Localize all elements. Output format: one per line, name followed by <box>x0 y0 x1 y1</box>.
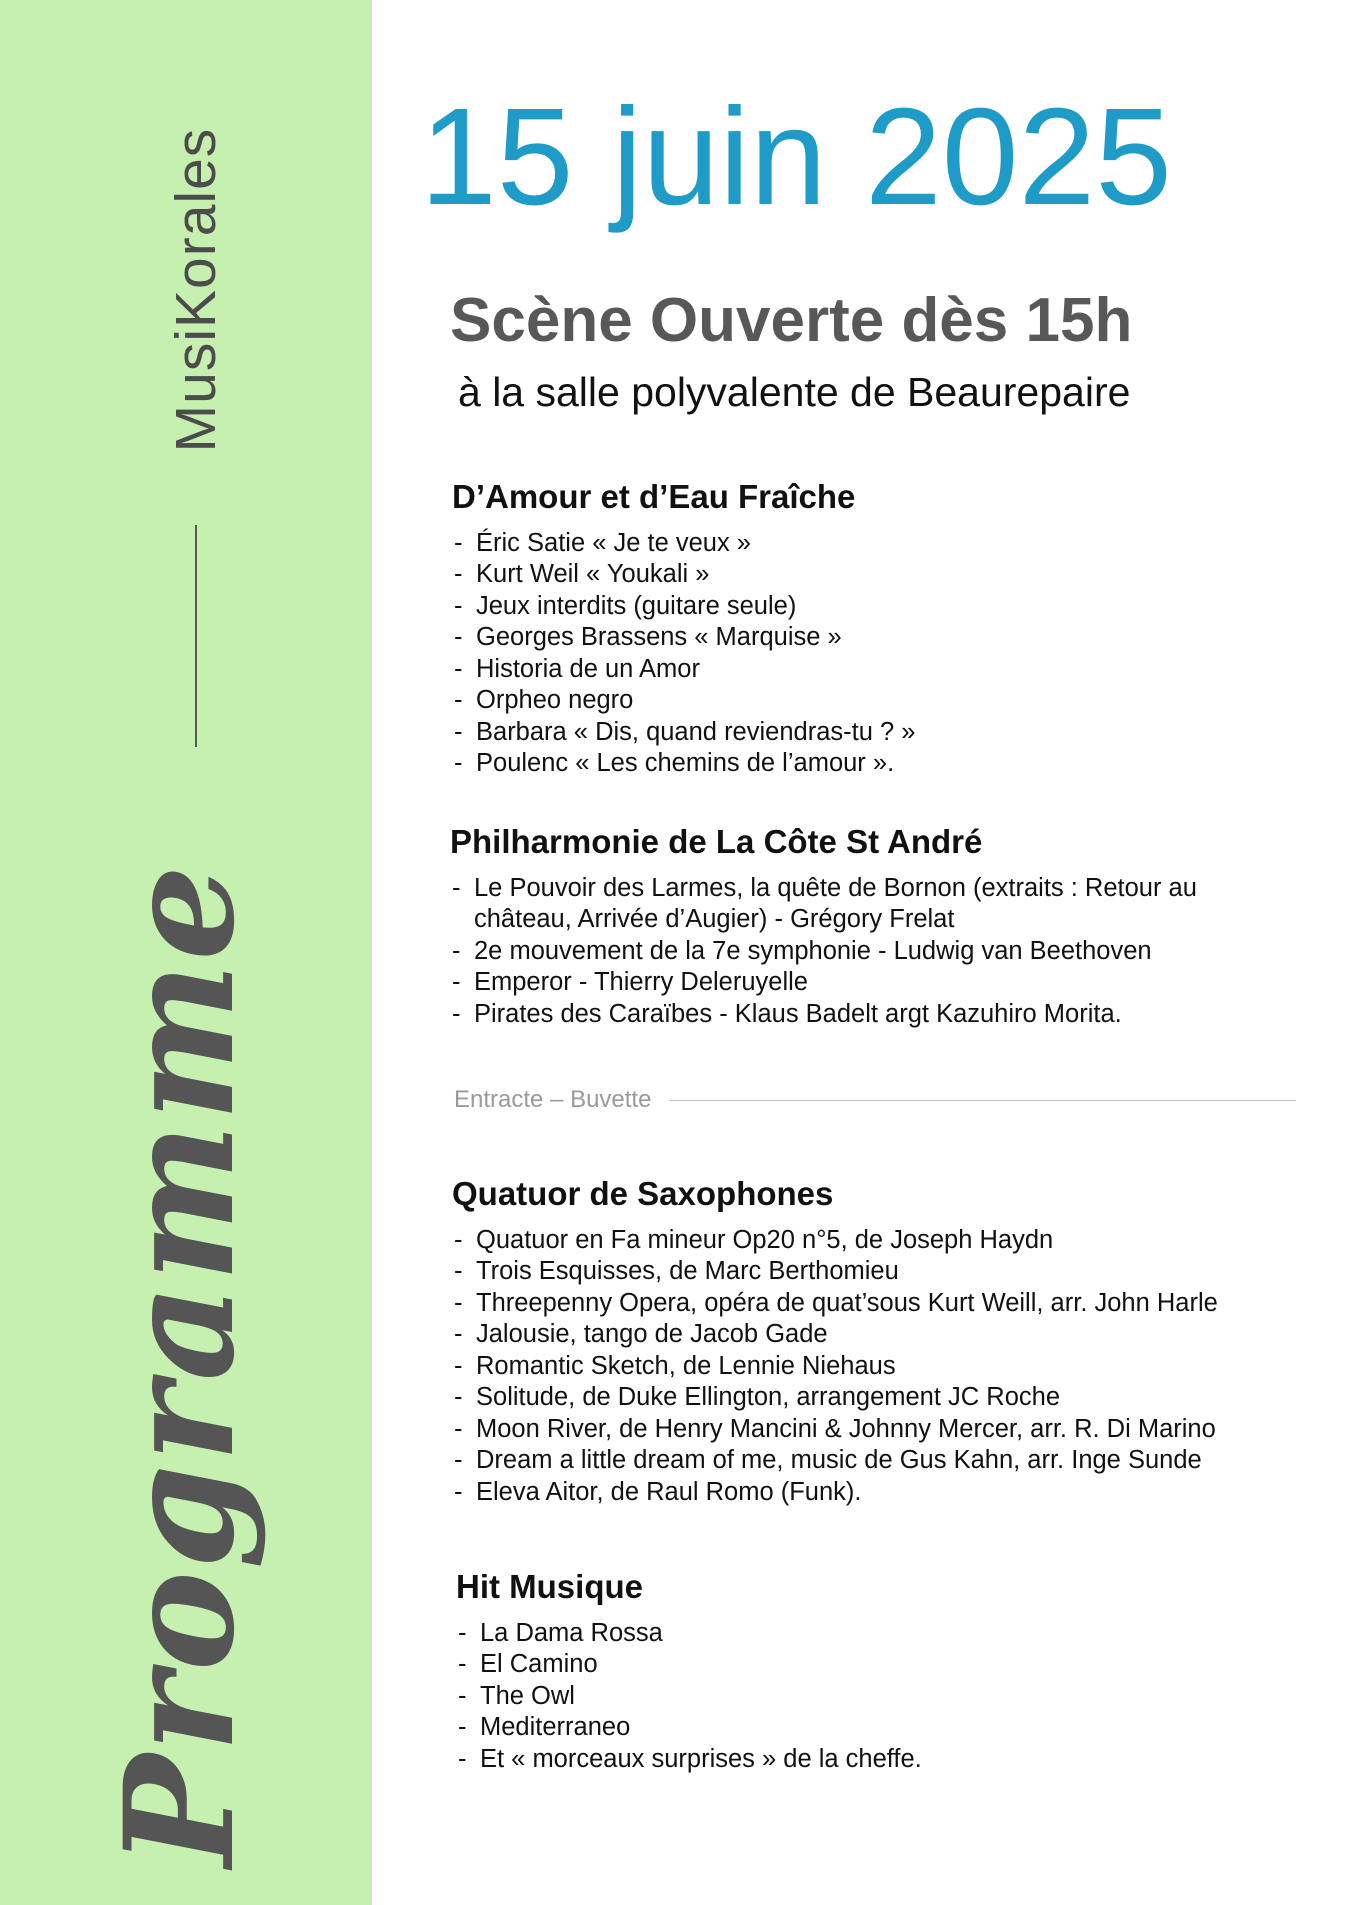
list-item: - La Dama Rossa <box>456 1618 922 1650</box>
intermission <box>454 1086 1296 1114</box>
list-item: - Emperor - Thierry Deleruyelle <box>450 967 1254 999</box>
sidebar-band <box>0 0 372 1905</box>
list-item: - Mediterraneo <box>456 1712 922 1744</box>
list-item: - 2e mouvement de la 7e symphonie - Ludwig van Beethoven <box>450 936 1254 968</box>
event-date: 15 juin 2025 <box>420 80 1172 234</box>
intermission-rule <box>669 1100 1296 1101</box>
list-item: - Moon River, de Henry Mancini & Johnny Mercer, arr. R. Di Marino <box>452 1414 1218 1446</box>
list-item: - Poulenc « Les chemins de l’amour ». <box>452 748 915 780</box>
list-item: - Le Pouvoir des Larmes, la quête de Bornon (extraits : Retour au château, Arrivée d’Augier) - Grégory Frelat <box>450 873 1254 936</box>
list-item: - Jeux interdits (guitare seule) <box>452 591 915 623</box>
list-item: - Quatuor en Fa mineur Op20 n°5, de Joseph Haydn <box>452 1225 1218 1257</box>
sidebar-divider <box>195 525 197 747</box>
list-item: - The Owl <box>456 1681 922 1713</box>
section-amour <box>452 478 915 780</box>
list-item: - Pirates des Caraïbes - Klaus Badelt argt Kazuhiro Morita. <box>450 999 1254 1031</box>
list-item: - Historia de un Amor <box>452 654 915 686</box>
program-list <box>450 873 1254 1031</box>
program-list <box>452 1225 1218 1509</box>
section-title: Philharmonie de La Côte St André <box>450 823 983 860</box>
list-item: - Barbara « Dis, quand reviendras-tu ? » <box>452 717 915 749</box>
list-item: - Threepenny Opera, opéra de quat’sous Kurt Weill, arr. John Harle <box>452 1288 1218 1320</box>
section-title: D’Amour et d’Eau Fraîche <box>452 478 856 515</box>
program-list <box>456 1618 922 1776</box>
section-hit-musique <box>456 1568 922 1775</box>
list-item: - Jalousie, tango de Jacob Gade <box>452 1319 1218 1351</box>
program-list <box>452 528 915 780</box>
list-item: - Kurt Weil « Youkali » <box>452 559 915 591</box>
list-item: - Romantic Sketch, de Lennie Niehaus <box>452 1351 1218 1383</box>
programme-label: Programme <box>92 863 268 1867</box>
section-title: Hit Musique <box>456 1568 643 1605</box>
event-title: Scène Ouverte dès 15h <box>450 286 1133 355</box>
section-philharmonie <box>450 823 1254 1030</box>
intermission-label: Entracte – Buvette <box>454 1086 652 1113</box>
list-item: - Georges Brassens « Marquise » <box>452 622 915 654</box>
brand-name: MusiKorales <box>164 127 228 453</box>
section-saxophones <box>452 1175 1218 1508</box>
list-item: - Trois Esquisses, de Marc Berthomieu <box>452 1256 1218 1288</box>
event-venue: à la salle polyvalente de Beaurepaire <box>458 369 1131 415</box>
main-content <box>372 0 1366 1905</box>
list-item: - Eleva Aitor, de Raul Romo (Funk). <box>452 1477 1218 1509</box>
list-item: - Et « morceaux surprises » de la cheffe. <box>456 1744 922 1776</box>
list-item: - Éric Satie « Je te veux » <box>452 528 915 560</box>
section-title: Quatuor de Saxophones <box>452 1175 834 1212</box>
list-item: - Solitude, de Duke Ellington, arrangement JC Roche <box>452 1382 1218 1414</box>
list-item: - Dream a little dream of me, music de Gus Kahn, arr. Inge Sunde <box>452 1445 1218 1477</box>
list-item: - El Camino <box>456 1649 922 1681</box>
list-item: - Orpheo negro <box>452 685 915 717</box>
